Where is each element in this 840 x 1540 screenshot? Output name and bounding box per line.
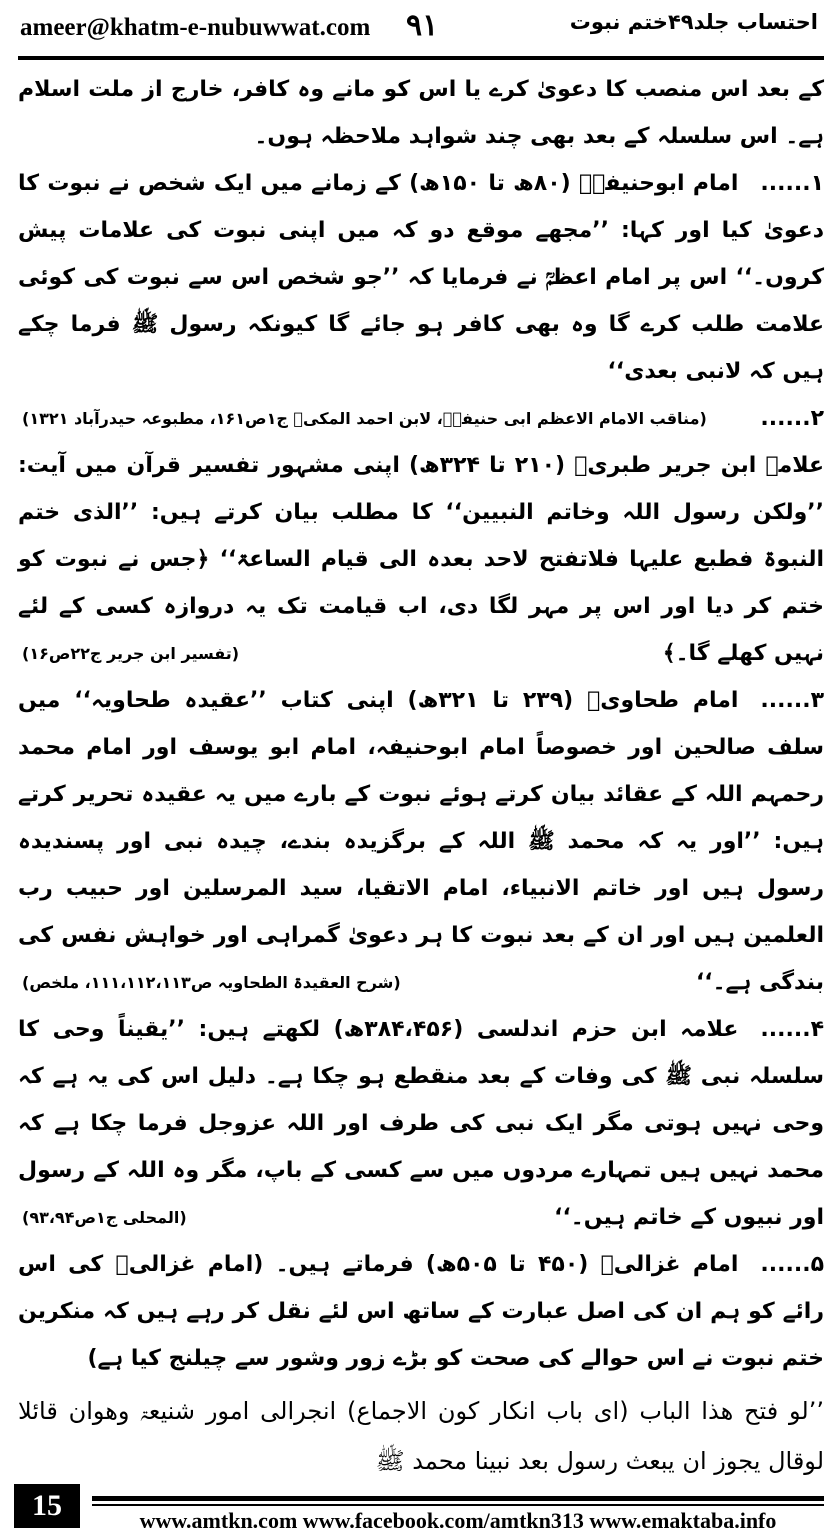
- page-footer: [0, 1478, 840, 1540]
- header-email: ameer@khatm-e-nubuwwat.com: [20, 14, 371, 41]
- footer-rule-thin: [92, 1504, 824, 1506]
- item-1: [18, 160, 825, 428]
- item-4-text: علامہ ابن حزم اندلسی (۳۸۴،۴۵۶ھ) لکھتے ہیں: ’’یقیناً وحی کا سلسلہ نبی ﷺ کی وفات کے بعد منقطع ہو چکا ہے۔ دلیل اس کی یہ ہے کہ وحی نہیں ہوتی مگر ایک نبی کی طرف اور اللہ عزوجل فرما چکا ہے کہ محمد نہیں ہیں تمہارے مردوں میں سے کسی کے باپ، مگر وہ اللہ کے رسول اور نبیوں کے خاتم ہیں۔‘‘: [18, 1017, 824, 1230]
- item-2-reference: (تفسیر ابن جریر ج۲۲ص۱۶): [22, 644, 240, 663]
- item-3-text: امام طحاویؒ (۲۳۹ تا ۳۲۱ھ) اپنی کتاب ’’عقیدہ طحاویہ‘‘ میں سلف صالحین اور خصوصاً امام ابوحنیفہ، امام ابو یوسف اور امام محمد رحمہم اللہ کے عقائد بیان کرتے ہوئے نبوت کے بارے میں یہ عقیدہ تحریر کرتے ہیں: ’’اور یہ کہ محمد ﷺ اللہ کے برگزیدہ بندے، چیدہ نبی اور پسندیدہ رسول ہیں اور خاتم الانبیاء، امام الاتقیا، سید المرسلین اور حبیب رب العلمین ہیں اور ان کے بعد نبوت کا ہر دعویٰ گمراہی اور خواہش نفس کی بندگی ہے۔‘‘: [18, 688, 824, 995]
- item-1-reference: (مناقب الامام الاعظم ابی حنیفہؒ، لابن احمد المکیؒ ج۱ص۱۶۱، مطبوعہ حیدرآباد ۱۳۲۱): [22, 409, 707, 428]
- item-3-reference: (شرح العقیدۃ الطحاویہ ص۱۱۱،۱۱۲،۱۱۳، ملخص): [22, 973, 401, 992]
- item-1-number: ۱......: [760, 171, 825, 196]
- header-page-number: ۹۱: [406, 9, 439, 42]
- item-5-number: ۵......: [760, 1252, 824, 1277]
- footer-page-number: 15: [14, 1484, 80, 1528]
- page-body: [18, 66, 825, 1475]
- item-5: [18, 1241, 824, 1382]
- footer-rule-thick: [92, 1496, 824, 1501]
- header-book-title: احتساب جلد۴۹ختم نبوت: [569, 10, 818, 34]
- item-2-number: ۲......: [760, 406, 824, 431]
- footer-links: www.amtkn.com www.facebook.com/amtkn313 www.emaktaba.info: [139, 1508, 777, 1533]
- item-2-text: علامہ ابن جریر طبریؒ (۲۱۰ تا ۳۲۴ھ) اپنی مشہور تفسیر قرآن میں آیت: ’’ولکن رسول اللہ وخاتم النبیین‘‘ کا مطلب بیان کرتے ہیں: ’’الذی ختم النبوۃ فطبع علیہا فلاتفتح لاحد بعدہ الی قیام الساعۃ‘‘ ﴿جس نے نبوت کو ختم کر دیا اور اس پر مہر لگا دی، اب قیامت تک یہ دروازہ کسی کے لئے نہیں کھلے گا۔﴾: [18, 453, 824, 666]
- item-3: [18, 677, 824, 1006]
- item-1-text: امام ابوحنیفہؒ (۸۰ھ تا ۱۵۰ھ) کے زمانے میں ایک شخص نے نبوت کا دعویٰ کیا اور کہا: ’’مجھے موقع دو کہ میں اپنی نبوت کی علامات پیش کروں۔‘‘ اس پر امام اعظمؒ نے فرمایا کہ ’’جو شخص اس سے نبوت کی کوئی علامت طلب کرے گا وہ بھی کافر ہو جائے گا کیونکہ رسول ﷺ فرما چکے ہیں کہ لانبی بعدی‘‘: [18, 171, 824, 384]
- item-4-reference: (المحلی ج۱ص۹۳،۹۴): [22, 1208, 187, 1227]
- page-header: [0, 0, 840, 64]
- arabic-quote: ’’لو فتح ھذا الباب (ای باب انکار کون الاجماع) انجرالی امور شنیعۃ وھوان قائلا لوقال یجوز ان یبعث رسول بعد نبینا محمد ﷺ: [18, 1397, 824, 1475]
- item-4-number: ۴......: [760, 1017, 825, 1042]
- item-3-number: ۳......: [760, 688, 825, 713]
- item-4: [18, 1006, 824, 1241]
- intro-paragraph: کے بعد اس منصب کا دعویٰ کرے یا اس کو مانے وہ کافر، خارج از ملت اسلام ہے۔ اس سلسلہ کے بعد بھی چند شواہد ملاحظہ ہوں۔: [18, 77, 824, 149]
- item-5-text: امام غزالیؒ (۴۵۰ تا ۵۰۵ھ) فرماتے ہیں۔ (امام غزالیؒ کی اس رائے کو ہم ان کی اصل عبارت کے ساتھ اس لئے نقل کر رہے ہیں کہ منکرین ختم نبوت نے اس حوالے کی صحت کو بڑے زور وشور سے چیلنج کیا ہے): [18, 1252, 824, 1371]
- header-rule: [18, 56, 824, 60]
